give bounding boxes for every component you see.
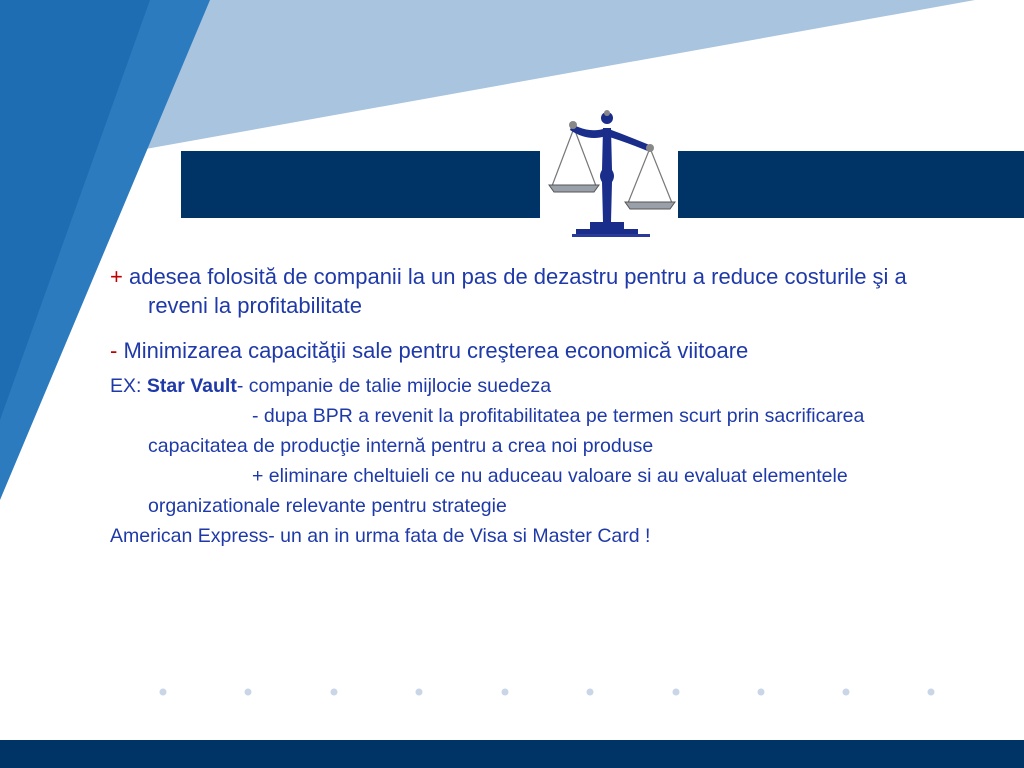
dots-row	[160, 689, 935, 696]
bullet-plus-marker: +	[110, 264, 123, 289]
detail-2-text: + eliminare cheltuieli ce nu aduceau valoare si au evaluat elementele organizationale relevante pentru strategie	[148, 465, 848, 517]
bullet-1-text: adesea folosită de companii la un pas de dezastru pentru a reduce costurile şi a reveni la profitabilitate	[122, 264, 907, 318]
header-bar-right	[678, 151, 1024, 218]
detail-1	[110, 401, 910, 461]
bullet-1	[110, 262, 910, 320]
detail-2	[110, 461, 910, 521]
closing-line: American Express- un an in urma fata de Visa si Master Card !	[110, 525, 651, 547]
footer-bar	[0, 740, 1024, 768]
bullet-minus-marker: -	[110, 338, 118, 363]
example-line	[110, 371, 910, 401]
header-bar-left	[181, 151, 540, 218]
bullet-2-text: Minimizarea capacităţii sale pentru creşterea economică viitoare	[117, 338, 749, 363]
bullet-2	[110, 336, 910, 365]
example-suffix: - companie de talie mijlocie suedeza	[236, 375, 552, 397]
example-company: Star Vault	[146, 375, 237, 397]
detail-1-text: - dupa BPR a revenit la profitabilitatea pe termen scurt prin sacrificarea capacitatea de producţie internă pentru a crea noi produse	[148, 405, 865, 457]
slide-content	[110, 262, 910, 551]
example-prefix: EX:	[110, 375, 147, 397]
scales-of-justice-icon	[549, 110, 675, 237]
